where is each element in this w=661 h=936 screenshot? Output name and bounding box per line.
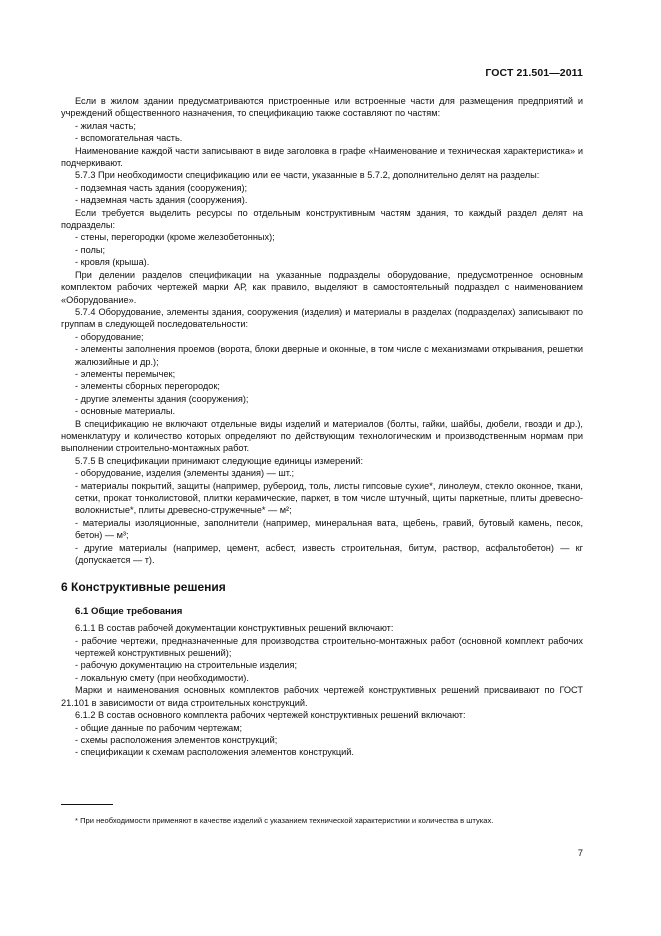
subsection-heading: 6.1 Общие требования xyxy=(75,605,183,617)
page-number: 7 xyxy=(577,848,583,859)
paragraph: В спецификацию не включают отдельные виды изделий и материалов (болты, гайки, шайбы, дюбели, гвозди и др.), номенклатуру и количество которых определяют по действующим технологическим и производственным нормам при выполнении строительно-монтажных работ. xyxy=(61,418,583,454)
list-item: - подземная часть здания (сооружения); xyxy=(75,182,248,193)
list-item: - общие данные по рабочим чертежам; xyxy=(75,722,243,733)
paragraph: Марки и наименования основных комплектов рабочих чертежей конструктивных решений присваивают по ГОСТ 21.101 в зависимости от вида строительных конструкций. xyxy=(61,685,583,708)
paragraph: При делении разделов спецификации на указанные подразделы оборудование, предусмотренное основным комплектом рабочих чертежей марки АР, как правило, выделяют в самостоятельный подраздел с наименованием «Оборудование». xyxy=(61,269,583,305)
document-body xyxy=(61,95,583,759)
paragraph: Наименование каждой части записывают в виде заголовка в графе «Наименование и техническая характеристика» и подчеркивают. xyxy=(61,145,583,169)
list-item: - элементы заполнения проемов (ворота, блоки дверные и оконные, в том числе с механизмами открывания, решетки жалюзийные и др.); xyxy=(75,344,583,367)
list-item: - схемы расположения элементов конструкций; xyxy=(75,734,278,745)
list-item: - материалы изоляционные, заполнители (например, минеральная вата, щебень, гравий, бутовый камень, песок, бетон) — м³; xyxy=(75,517,583,541)
list-item: - другие элементы здания (сооружения); xyxy=(75,393,249,404)
list-item: - локальную смету (при необходимости). xyxy=(75,672,249,683)
paragraph: 5.7.3 При необходимости спецификацию или ее части, указанные в 5.7.2, дополнительно делят на разделы: xyxy=(75,170,540,181)
list-item: - оборудование, изделия (элементы здания) — шт.; xyxy=(75,468,295,479)
list-item: - вспомогательная часть. xyxy=(75,133,183,144)
list-item: - жилая часть; xyxy=(75,120,136,131)
footnote: * При необходимости применяют в качестве изделий с указанием технической характеристики и количества в штуках. xyxy=(75,816,494,825)
list-item: - рабочие чертежи, предназначенные для производства строительно-монтажных работ (основной комплект рабочих чертежей конструктивных решений); xyxy=(75,635,583,659)
paragraph: 6.1.2 В состав основного комплекта рабочих чертежей конструктивных решений включают: xyxy=(75,710,466,721)
list-item: - материалы покрытий, защиты (например, рубероид, толь, листы гипсовые сухие*, линолеум, стекло оконное, ткани, сетки, прокат тонколистовой, плитки керамические, паркет, в том числе штучный, щиты паркетные, плиты древесно-волокнистые*, плиты древесно-стружечные* — м²; xyxy=(75,480,583,516)
paragraph: 5.7.5 В спецификации принимают следующие единицы измерений: xyxy=(75,455,364,466)
list-item: - спецификации к схемам расположения элементов конструкций. xyxy=(75,747,354,758)
paragraph: Если в жилом здании предусматриваются пристроенные или встроенные части для размещения предприятий и учреждений общественного назначения, то спецификацию также составляют по частям: xyxy=(61,96,583,119)
paragraph: Если требуется выделить ресурсы по отдельным конструктивным частям здания, то каждый раздел делят на подразделы: xyxy=(61,207,583,231)
list-item: - оборудование; xyxy=(75,331,144,342)
list-item: - другие материалы (например, цемент, асбест, известь строительная, битум, раствор, асфальтобетон) — кг (допускается — т). xyxy=(75,542,583,566)
list-item: - основные материалы. xyxy=(75,406,176,417)
list-item: - элементы перемычек; xyxy=(75,368,176,379)
footnote-separator xyxy=(61,804,113,805)
list-item: - стены, перегородки (кроме железобетонных); xyxy=(75,232,275,243)
paragraph: 6.1.1 В состав рабочей документации конструктивных решений включают: xyxy=(75,623,394,634)
list-item: - элементы сборных перегородок; xyxy=(75,381,220,392)
document-code-header: ГОСТ 21.501—2011 xyxy=(485,67,583,79)
list-item: - кровля (крыша). xyxy=(75,257,150,268)
paragraph: 5.7.4 Оборудование, элементы здания, сооружения (изделия) и материалы в разделах (подразделах) записывают по группам в следующей последовательности: xyxy=(61,306,583,330)
list-item: - рабочую документацию на строительные изделия; xyxy=(75,660,298,671)
list-item: - полы; xyxy=(75,244,106,255)
list-item: - надземная часть здания (сооружения). xyxy=(75,195,248,206)
section-heading: 6 Конструктивные решения xyxy=(61,580,226,595)
